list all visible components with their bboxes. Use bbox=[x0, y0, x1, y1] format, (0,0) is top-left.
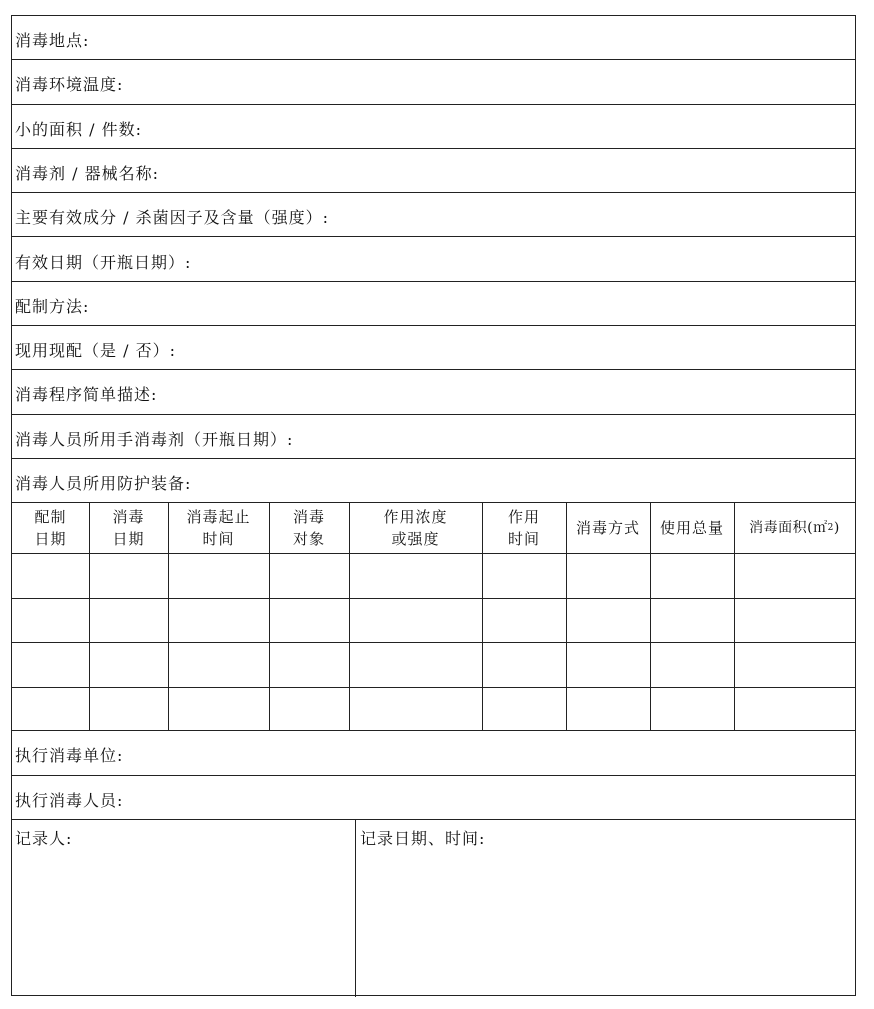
header-superscript: 2 bbox=[827, 523, 834, 533]
table-cell[interactable] bbox=[349, 642, 482, 687]
table-cell[interactable] bbox=[650, 598, 734, 643]
table-cell[interactable] bbox=[349, 553, 482, 598]
table-cell[interactable] bbox=[566, 553, 650, 598]
field-label: 有效日期（开瓶日期）: bbox=[15, 252, 192, 272]
header-text: 消毒面积(㎡ bbox=[749, 520, 828, 536]
field-label: 小的面积 / 件数: bbox=[15, 119, 142, 139]
field-label: 现用现配（是 / 否）: bbox=[15, 341, 176, 361]
table-cell[interactable] bbox=[269, 642, 349, 687]
table-cell[interactable] bbox=[12, 553, 89, 598]
table-header-cell: 作用 时间 bbox=[507, 508, 540, 548]
table-cell[interactable] bbox=[566, 642, 650, 687]
field-row[interactable] bbox=[12, 193, 855, 237]
table-cell[interactable] bbox=[89, 642, 168, 687]
table-cell[interactable] bbox=[349, 687, 482, 732]
footer-divider bbox=[355, 820, 356, 997]
table-cell[interactable] bbox=[89, 598, 168, 643]
footer-section bbox=[12, 820, 855, 997]
field-label: 消毒程序简单描述: bbox=[15, 385, 158, 405]
field-row[interactable] bbox=[12, 459, 855, 503]
table-header-cell: 使用总量 bbox=[659, 519, 724, 537]
field-row[interactable] bbox=[12, 282, 855, 326]
table-cell[interactable] bbox=[650, 553, 734, 598]
table-cell[interactable] bbox=[12, 598, 89, 643]
table-cell[interactable] bbox=[482, 553, 566, 598]
table-cell[interactable] bbox=[89, 687, 168, 732]
table-cell[interactable] bbox=[168, 553, 269, 598]
field-row[interactable] bbox=[12, 60, 855, 104]
table-cell[interactable] bbox=[89, 553, 168, 598]
record-datetime-label: 记录日期、时间: bbox=[360, 829, 486, 848]
field-label: 消毒剂 / 器械名称: bbox=[15, 163, 159, 183]
field-row[interactable] bbox=[12, 105, 855, 149]
table-header-cell: 消毒 日期 bbox=[112, 508, 145, 548]
field-label: 消毒环境温度: bbox=[15, 75, 124, 95]
table-header-cell: 消毒方式 bbox=[575, 519, 640, 537]
execution-row[interactable] bbox=[12, 776, 855, 821]
field-label: 消毒人员所用手消毒剂（开瓶日期）: bbox=[15, 429, 294, 449]
recorder-label: 记录人: bbox=[15, 829, 73, 848]
table-cell[interactable] bbox=[566, 598, 650, 643]
table-cell[interactable] bbox=[650, 642, 734, 687]
field-row[interactable] bbox=[12, 16, 855, 60]
disinfection-record-form bbox=[11, 15, 856, 996]
table-header-cell: 作用浓度 或强度 bbox=[383, 508, 448, 548]
field-row[interactable] bbox=[12, 370, 855, 414]
field-row[interactable] bbox=[12, 238, 855, 282]
table-cell[interactable] bbox=[734, 553, 855, 598]
table-cell[interactable] bbox=[482, 642, 566, 687]
table-cell[interactable] bbox=[650, 687, 734, 732]
field-label: 执行消毒单位: bbox=[15, 746, 124, 765]
field-label: 主要有效成分 / 杀菌因子及含量（强度）: bbox=[15, 208, 329, 228]
table-cell[interactable] bbox=[482, 598, 566, 643]
table-cell[interactable] bbox=[734, 642, 855, 687]
field-label: 配制方法: bbox=[15, 296, 90, 316]
table-cell[interactable] bbox=[12, 687, 89, 732]
table-cell[interactable] bbox=[269, 598, 349, 643]
header-text: ) bbox=[833, 520, 840, 536]
disinfection-table bbox=[12, 503, 855, 731]
table-header-cell: 消毒起止 时间 bbox=[186, 508, 251, 548]
field-row[interactable] bbox=[12, 149, 855, 193]
table-cell[interactable] bbox=[168, 598, 269, 643]
table-cell[interactable] bbox=[566, 687, 650, 732]
table-cell[interactable] bbox=[734, 687, 855, 732]
field-row[interactable] bbox=[12, 415, 855, 459]
table-cell[interactable] bbox=[168, 687, 269, 732]
field-row[interactable] bbox=[12, 326, 855, 370]
table-header-cell: 消毒 对象 bbox=[292, 508, 325, 548]
table-cell[interactable] bbox=[482, 687, 566, 732]
table-cell[interactable] bbox=[269, 687, 349, 732]
field-label: 执行消毒人员: bbox=[15, 790, 124, 810]
table-header-cell: 配制 日期 bbox=[34, 508, 67, 548]
table-cell[interactable] bbox=[168, 642, 269, 687]
table-cell[interactable] bbox=[349, 598, 482, 643]
table-cell[interactable] bbox=[734, 598, 855, 643]
field-label: 消毒地点: bbox=[15, 31, 90, 50]
table-cell[interactable] bbox=[12, 642, 89, 687]
execution-row[interactable] bbox=[12, 731, 855, 776]
table-header-cell bbox=[734, 503, 855, 553]
table-cell[interactable] bbox=[269, 553, 349, 598]
field-label: 消毒人员所用防护装备: bbox=[15, 474, 192, 493]
